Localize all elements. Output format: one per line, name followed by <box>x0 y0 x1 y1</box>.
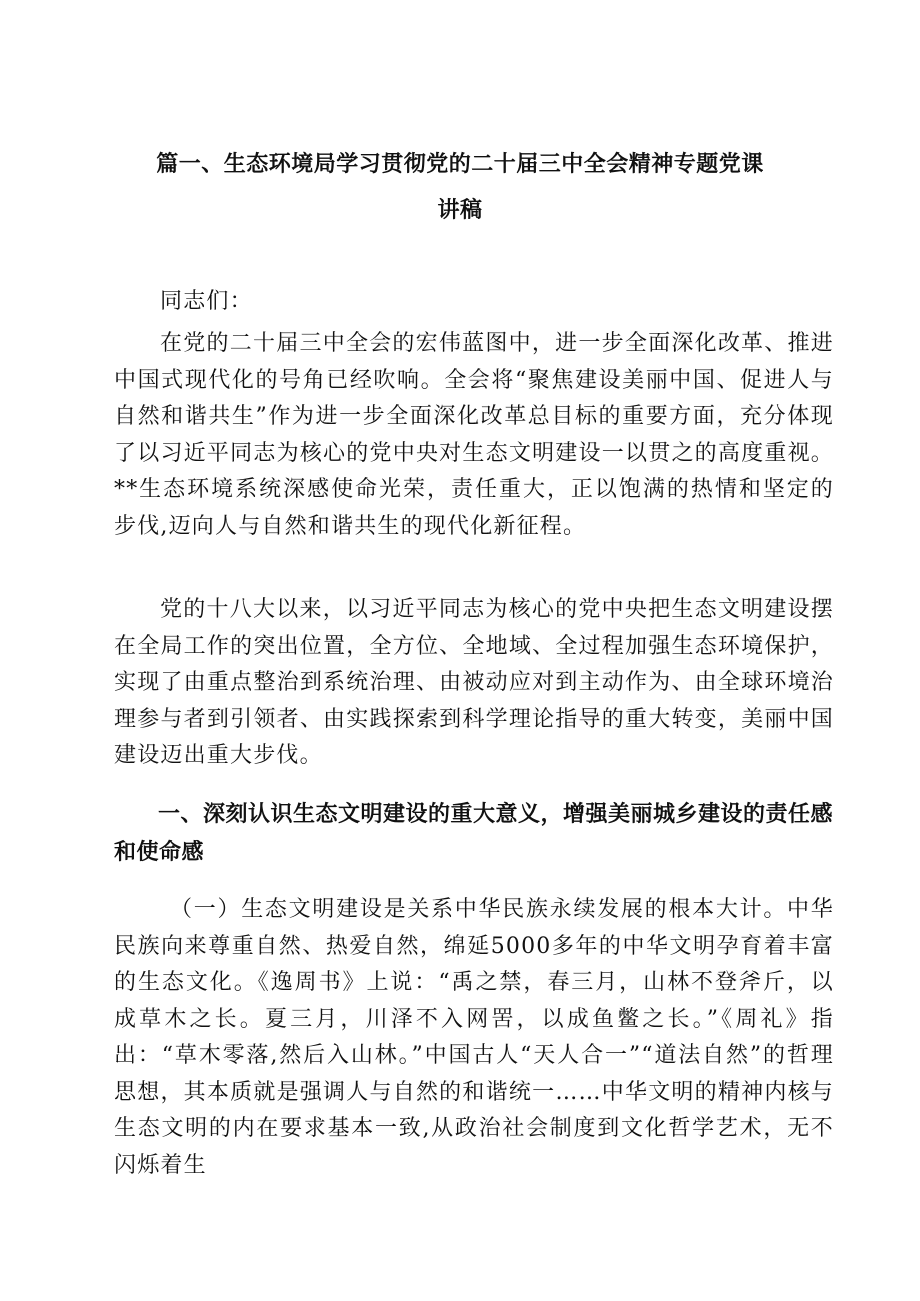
paragraph-3: （一）生态文明建设是关系中华民族永续发展的根本大计。中华民族向来尊重自然、热爱自然，绵延5000多年的中华文明孕育着丰富的生态文化。《逸周书》上说：“禹之禁，春三月，山林不登斧斤，以成草木之长。夏三月，川泽不入网罟，以成鱼鳖之长。”《周礼》指出：“草木零落,然后入山林。”中国古人“天人合一”“道法自然”的哲理思想，其本质就是强调人与自然的和谐统一……中华文明的精神内核与生态文明的内在要求基本一致,从政治社会制度到文化哲学艺术，无不闪烁着生 <box>114 897 834 1178</box>
paragraph-2: 党的十八大以来，以习近平同志为核心的党中央把生态文明建设摆在全局工作的突出位置，全方位、全地域、全过程加强生态环境保护，实现了由重点整治到系统治理、由被动应对到主动作为、由全球环境治理参与者到引领者、由实践探索到科学理论指导的重大转变，美丽中国建设迈出重大步伐。 <box>114 597 834 768</box>
paragraph-1: 在党的二十届三中全会的宏伟蓝图中，进一步全面深化改革、推进中国式现代化的号角已经吹响。全会将“聚焦建设美丽中国、促进人与自然和谐共生”作为进一步全面深化改革总目标的重要方面，充分体现了以习近平同志为核心的党中央对生态文明建设一以贯之的高度重视。**生态环境系统深感使命光荣，责任重大，正以饱满的热情和坚定的步伐,迈向人与自然和谐共生的现代化新征程。 <box>114 331 834 539</box>
salutation: 同志们： <box>160 289 253 314</box>
section-heading-1: 一、深刻认识生态文明建设的重大意义，增强美丽城乡建设的责任感和使命感 <box>114 802 834 865</box>
document-title-line-2: 讲稿 <box>437 198 483 223</box>
document-title-line-1: 篇一、生态环境局学习贯彻党的二十届三中全会精神专题党课 <box>156 152 764 177</box>
